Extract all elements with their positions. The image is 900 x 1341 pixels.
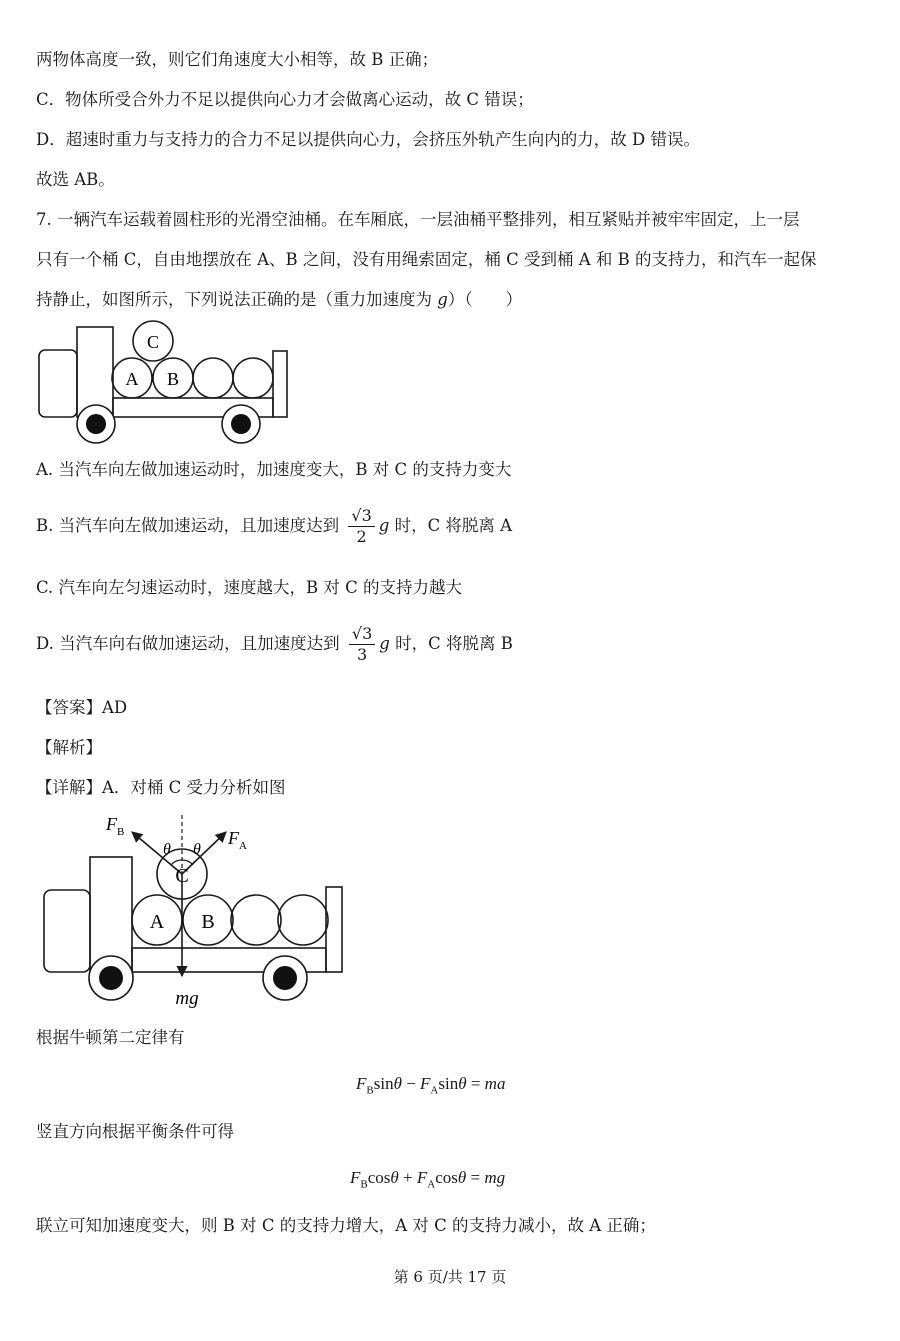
option-c: C. 汽车向左匀速运动时，速度越大，B 对 C 的支持力越大 — [36, 578, 463, 597]
detail-label: 【详解】A．对桶 C 受力分析如图 — [36, 778, 286, 797]
eq2-cos1: cos — [367, 1168, 391, 1187]
option-b — [36, 506, 512, 547]
q7-g: g — [437, 290, 448, 309]
label-fa-f: F — [228, 828, 239, 848]
fraction-numerator: √3 — [348, 506, 374, 527]
answer-label: 【答案】AD — [36, 698, 128, 717]
label-c: C — [146, 332, 160, 352]
truck-hood — [39, 350, 77, 417]
truck-tailgate — [273, 351, 287, 417]
eq1-f1: F — [356, 1074, 367, 1093]
fraction-numerator: √3 — [349, 624, 375, 645]
conclusion-text: 联立可知加速度变大，则 B 对 C 的支持力增大，A 对 C 的支持力减小，故 A 正确； — [36, 1216, 656, 1235]
eq1-theta2: θ — [458, 1074, 467, 1093]
truck-tailgate — [326, 887, 342, 972]
option-b-tail: 时，C 将脱离 A — [394, 516, 513, 535]
eq1-sin2: sin — [438, 1074, 459, 1093]
barrel-3 — [231, 895, 281, 945]
question-7-line-2: 只有一个桶 C，自由地摆放在 A、B 之间，没有用绳索固定，桶 C 受到桶 A 和 B 的支持力，和汽车一起保 — [36, 250, 817, 269]
label-a: A — [125, 369, 139, 389]
barrel-4 — [278, 895, 328, 945]
eq1-theta1: θ — [393, 1074, 402, 1093]
label-mg: mg — [175, 988, 199, 1009]
text-line-4: 故选 AB。 — [36, 170, 115, 189]
option-d-text: D. 当汽车向右做加速运动，且加速度达到 — [36, 634, 340, 653]
option-b-g: g — [378, 516, 390, 535]
label-fb-f: F — [106, 814, 117, 834]
wheel-front-hub — [99, 966, 123, 990]
question-7-line-1: 7. 一辆汽车运载着圆柱形的光滑空油桶。在车厢底，一层油桶平整排列，相互紧贴并被牢牢固定，上一层 — [36, 210, 800, 229]
vertical-balance-text: 竖直方向根据平衡条件可得 — [36, 1122, 234, 1141]
label-theta-left: θ — [163, 841, 171, 858]
label-theta-right: θ — [193, 841, 201, 858]
eq1-sub-b: B — [366, 1084, 374, 1097]
page-footer: 第 6 页/共 17 页 — [393, 1268, 507, 1286]
eq2-plus: + — [398, 1168, 417, 1187]
wheel-rear-hub — [231, 414, 251, 434]
truck-cab — [90, 857, 132, 972]
wheel-rear-hub — [273, 966, 297, 990]
eq2-equals: = — [466, 1168, 485, 1187]
eq2-sub-a: A — [427, 1178, 436, 1191]
option-a: A. 当汽车向左做加速运动时，加速度变大，B 对 C 的支持力变大 — [36, 460, 512, 479]
fraction-denominator: 2 — [356, 527, 367, 546]
eq1-rhs: ma — [484, 1074, 506, 1093]
option-d — [36, 624, 513, 665]
q7-text: 持静止，如图所示，下列说法正确的是（重力加速度为 — [36, 290, 432, 309]
question-7-line-3 — [36, 288, 522, 312]
text-line-1: 两物体高度一致，则它们角速度大小相等，故 B 正确； — [36, 50, 439, 69]
option-b-text: B. 当汽车向左做加速运动，且加速度达到 — [36, 516, 340, 535]
eq2-rhs: mg — [484, 1168, 506, 1187]
fraction-sqrt3-over-2 — [348, 506, 374, 547]
label-fa — [227, 828, 247, 852]
force-diagram — [36, 810, 356, 1010]
barrel-3 — [193, 358, 233, 398]
label-fb — [105, 814, 124, 838]
label-fb-sub: B — [117, 826, 125, 838]
eq1-equals: = — [466, 1074, 485, 1093]
barrel-4 — [233, 358, 273, 398]
text-line-2: C．物体所受合外力不足以提供向心力才会做离心运动，故 C 错误； — [36, 90, 534, 109]
eq1-sub-a: A — [430, 1084, 439, 1097]
eq2-sub-b: B — [360, 1178, 368, 1191]
truck-hood — [44, 890, 90, 972]
eq2-theta2: θ — [457, 1168, 467, 1187]
eq2-theta1: θ — [390, 1168, 399, 1187]
eq2-f1: F — [350, 1168, 361, 1187]
option-d-tail: 时，C 将脱离 B — [395, 634, 513, 653]
wheel-front-hub — [86, 414, 106, 434]
truck-cab — [77, 327, 113, 417]
label-c: C — [175, 865, 189, 887]
equation-1 — [356, 1072, 505, 1102]
equation-2 — [350, 1166, 505, 1196]
label-fa-sub: A — [239, 840, 247, 852]
label-b: B — [166, 369, 180, 389]
label-b: B — [201, 911, 215, 933]
text-line-3: D．超速时重力与支持力的合力不足以提供向心力，会挤压外轨产生向内的力，故 D 错误。 — [36, 130, 700, 149]
eq2-cos2: cos — [435, 1168, 458, 1187]
fraction-denominator: 3 — [356, 645, 368, 664]
option-d-g: g — [379, 634, 390, 653]
analysis-label: 【解析】 — [36, 738, 102, 757]
eq1-sin1: sin — [373, 1074, 394, 1093]
eq1-minus: − — [401, 1074, 421, 1093]
eq2-f2: F — [416, 1168, 428, 1187]
fraction-sqrt3-over-3 — [349, 624, 375, 665]
label-a: A — [149, 911, 165, 933]
truck-figure-1 — [30, 320, 300, 450]
q7-bracket: ）（ ） — [447, 290, 523, 309]
eq1-f2: F — [420, 1074, 431, 1093]
newton-law-text: 根据牛顿第二定律有 — [36, 1028, 185, 1047]
